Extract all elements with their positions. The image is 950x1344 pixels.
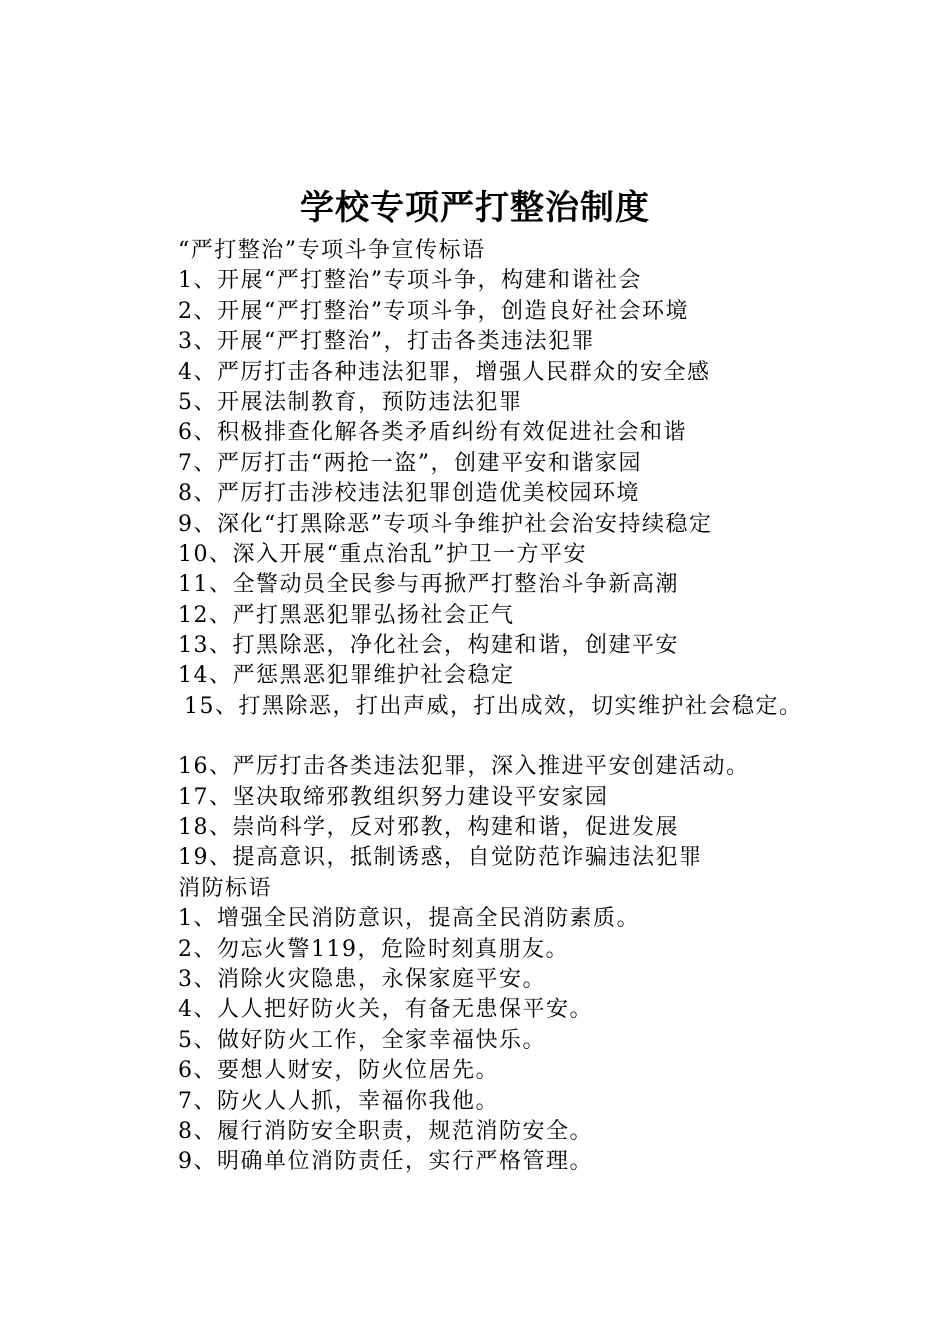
fire-slogan-item: 4、人人把好防火关，有备无患保平安。 — [178, 997, 593, 1023]
slogan-item: 9、深化“打黑除恶”专项斗争维护社会治安持续稳定 — [178, 511, 713, 537]
fire-slogan-item: 3、消除火灾隐患，永保家庭平安。 — [178, 966, 546, 992]
slogan-item: 11、全警动员全民参与再掀严打整治斗争新高潮 — [178, 572, 679, 598]
slogan-item: 10、深入开展“重点治乱”护卫一方平安 — [178, 541, 587, 567]
slogan-item: 8、严厉打击涉校违法犯罪创造优美校园环境 — [178, 481, 640, 507]
slogan-item: 16、严厉打击各类违法犯罪，深入推进平安创建活动。 — [178, 754, 750, 780]
document-body — [178, 236, 938, 1178]
fire-slogan-item: 2、勿忘火警119，危险时刻真朋友。 — [178, 936, 569, 962]
slogan-item: 18、崇尚科学，反对邪教，构建和谐，促进发展 — [178, 815, 679, 841]
section-heading: “严打整治”专项斗争宣传标语 — [178, 238, 486, 263]
slogan-item: 3、开展“严打整治”，打击各类违法犯罪 — [178, 329, 595, 355]
fire-slogan-item: 8、履行消防安全职责，规范消防安全。 — [178, 1118, 593, 1144]
slogan-item: 13、打黑除恶，净化社会，构建和谐，创建平安 — [178, 633, 679, 659]
slogan-item: 7、严厉打击“两抢一盗”，创建平安和谐家园 — [178, 450, 642, 476]
slogan-item: 5、开展法制教育，预防违法犯罪 — [178, 389, 523, 415]
slogan-item: 2、开展“严打整治”专项斗争，创造良好社会环境 — [178, 298, 689, 324]
slogan-item: 6、积极排查化解各类矛盾纠纷有效促进社会和谐 — [178, 420, 687, 446]
fire-slogan-item: 5、做好防火工作，全家幸福快乐。 — [178, 1027, 546, 1053]
document-title: 学校专项严打整治制度 — [300, 188, 650, 228]
section-heading: 消防标语 — [178, 875, 273, 901]
slogan-item: 17、坚决取缔邪教组织努力建设平安家园 — [178, 784, 609, 810]
slogan-item: 19、提高意识，抵制诱惑，自觉防范诈骗违法犯罪 — [178, 845, 703, 871]
slogan-item: 12、严打黑恶犯罪弘扬社会正气 — [178, 602, 515, 628]
slogan-item: 14、严惩黑恶犯罪维护社会稳定 — [178, 663, 515, 689]
fire-slogan-item: 7、防火人人抓，幸福你我他。 — [178, 1088, 499, 1114]
fire-slogan-item: 9、明确单位消防责任，实行严格管理。 — [178, 1149, 593, 1175]
fire-slogan-item: 6、要想人财安，防火位居先。 — [178, 1058, 499, 1084]
slogan-item: 1、开展“严打整治”专项斗争，构建和谐社会 — [178, 268, 642, 294]
slogan-item: 15、打黑除恶，打出声威，打出成效，切实维护社会稳定。 — [184, 693, 803, 719]
slogan-item: 4、严厉打击各种违法犯罪，增强人民群众的安全感 — [178, 359, 711, 385]
fire-slogan-item: 1、增强全民消防意识，提高全民消防素质。 — [178, 906, 640, 932]
